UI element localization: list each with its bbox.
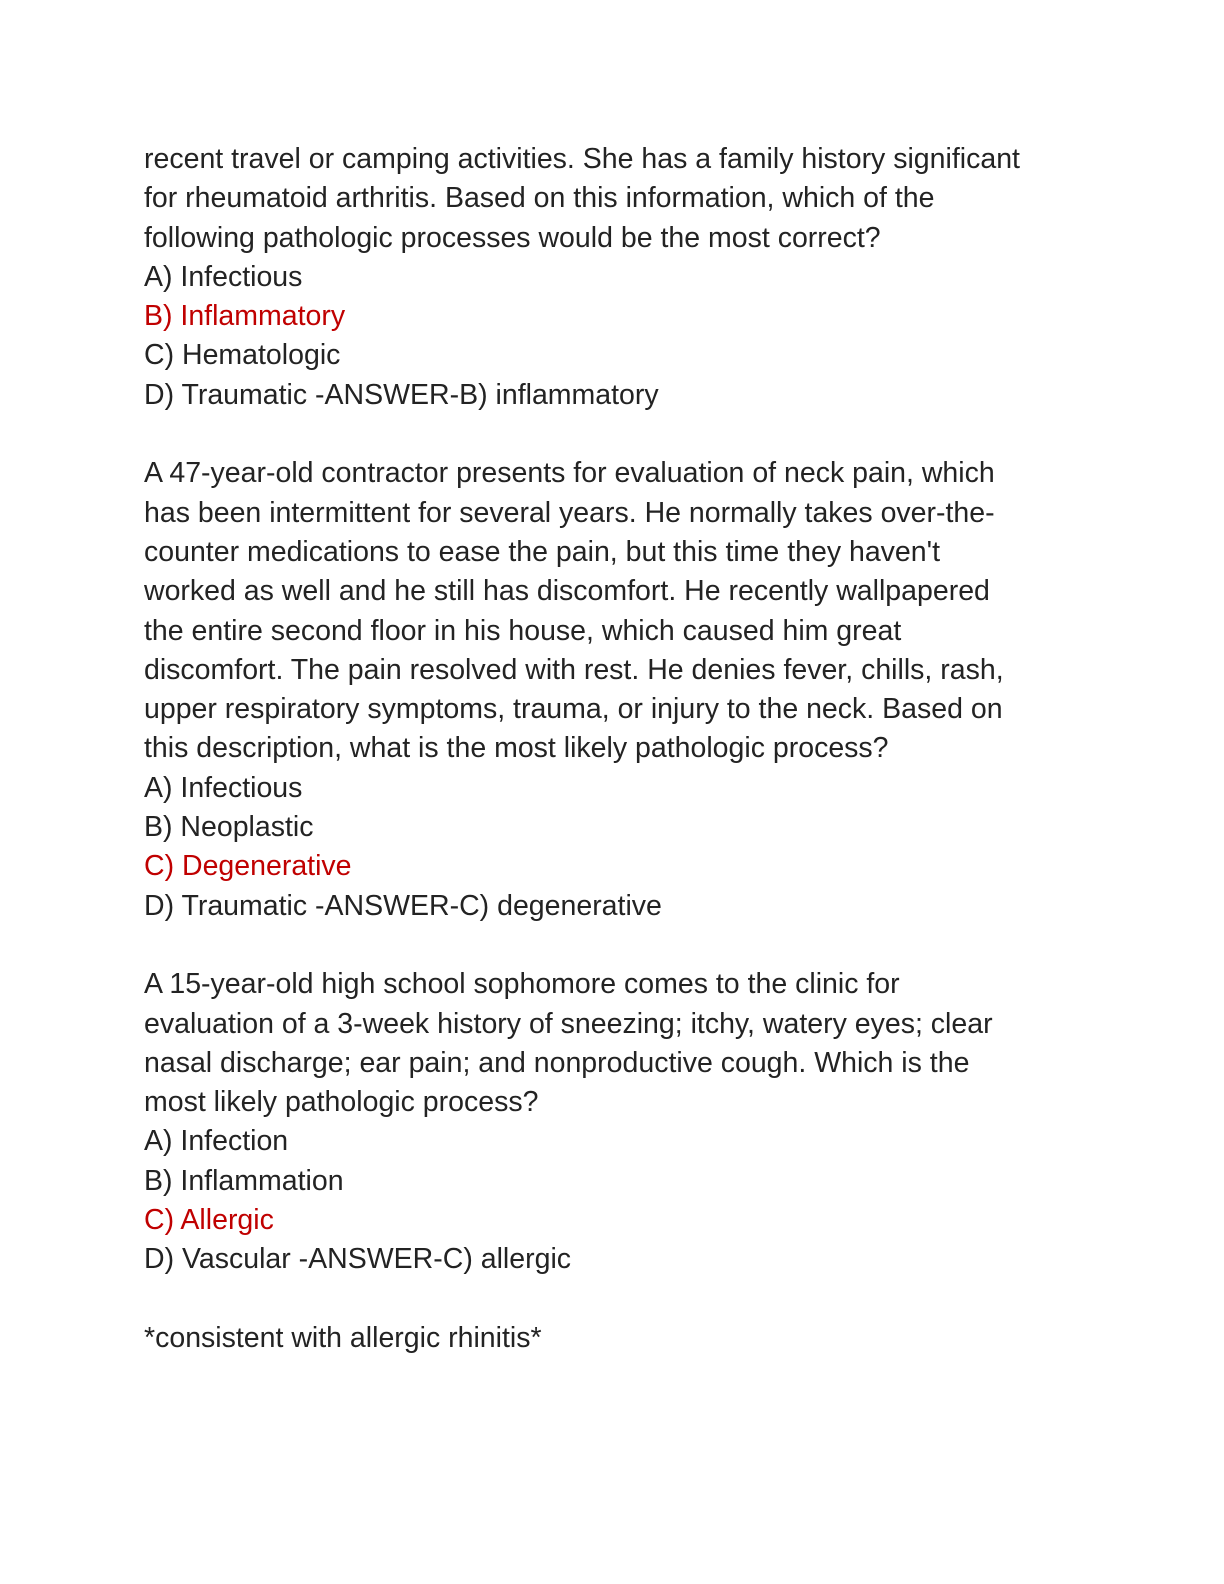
answer-option-a: A) Infection bbox=[144, 1125, 289, 1158]
answer-option-b: B) Inflammation bbox=[144, 1164, 344, 1197]
question-block-1 bbox=[144, 140, 1084, 415]
question-text-line: A 15-year-old high school sophomore comes to the clinic for bbox=[144, 968, 900, 1001]
question-text-line: for rheumatoid arthritis. Based on this information, which of the bbox=[144, 182, 935, 215]
answer-option-c: C) Hematologic bbox=[144, 339, 341, 372]
answer-option-b-correct: B) Inflammatory bbox=[144, 300, 346, 333]
paragraph-spacer bbox=[144, 1280, 1084, 1319]
rationale-note bbox=[144, 1319, 1084, 1358]
question-text-line: nasal discharge; ear pain; and nonproductive cough. Which is the bbox=[144, 1046, 970, 1079]
answer-option-a: A) Infectious bbox=[144, 260, 303, 293]
question-text-line: following pathologic processes would be the most correct? bbox=[144, 221, 881, 254]
answer-option-d-with-answer: D) Traumatic -ANSWER-C) degenerative bbox=[144, 889, 662, 922]
question-text-line: the entire second floor in his house, which caused him great bbox=[144, 614, 902, 647]
question-block-2 bbox=[144, 454, 1084, 926]
question-text-line: counter medications to ease the pain, but this time they haven't bbox=[144, 535, 940, 568]
question-text-line: discomfort. The pain resolved with rest. He denies fever, chills, rash, bbox=[144, 653, 1004, 686]
answer-option-d-with-answer: D) Traumatic -ANSWER-B) inflammatory bbox=[144, 378, 659, 411]
paragraph-spacer bbox=[144, 415, 1084, 454]
rationale-text: *consistent with allergic rhinitis* bbox=[144, 1321, 542, 1354]
paragraph-spacer bbox=[144, 926, 1084, 965]
document-page bbox=[144, 140, 1084, 1358]
question-text-line: this description, what is the most likely pathologic process? bbox=[144, 732, 889, 765]
answer-option-c-correct: C) Allergic bbox=[144, 1204, 274, 1237]
question-text-line: has been intermittent for several years. He normally takes over-the- bbox=[144, 496, 995, 529]
question-block-3 bbox=[144, 965, 1084, 1279]
question-text-line: A 47-year-old contractor presents for evaluation of neck pain, which bbox=[144, 457, 995, 490]
question-text-line: most likely pathologic process? bbox=[144, 1086, 539, 1119]
answer-option-a: A) Infectious bbox=[144, 771, 303, 804]
question-text-line: worked as well and he still has discomfort. He recently wallpapered bbox=[144, 575, 990, 608]
question-text-line: recent travel or camping activities. She has a family history significant bbox=[144, 143, 1020, 175]
question-text-line: upper respiratory symptoms, trauma, or injury to the neck. Based on bbox=[144, 693, 1003, 726]
answer-option-c-correct: C) Degenerative bbox=[144, 850, 352, 883]
answer-option-d-with-answer: D) Vascular -ANSWER-C) allergic bbox=[144, 1243, 572, 1276]
answer-option-b: B) Neoplastic bbox=[144, 811, 314, 844]
question-text-line: evaluation of a 3-week history of sneezing; itchy, watery eyes; clear bbox=[144, 1007, 993, 1040]
